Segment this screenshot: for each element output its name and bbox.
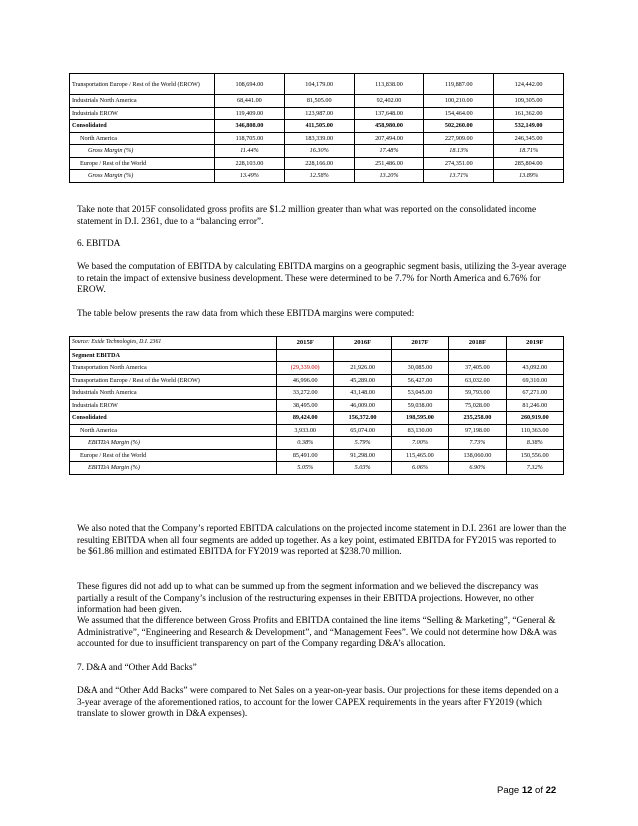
row-label: Industrials North America <box>70 95 215 108</box>
table-cell: 83,130.00 <box>391 424 448 437</box>
table-cell: 104,179.00 <box>284 74 354 95</box>
footer-page-current: 12 <box>521 785 533 796</box>
table-cell: 260,919.00 <box>506 412 563 425</box>
table-cell: 108,694.00 <box>215 74 285 95</box>
table-row <box>70 424 564 437</box>
table-row <box>70 132 564 145</box>
table-cell: 109,305.00 <box>494 95 564 108</box>
table-cell: 8.38% <box>506 437 563 450</box>
table-cell: 89,424.00 <box>277 412 334 425</box>
table-cell: 0.38% <box>277 437 334 450</box>
table-row <box>70 120 564 133</box>
table-cell: 18.13% <box>424 145 494 158</box>
row-label: Industrials EROW <box>70 107 215 120</box>
column-header: 2019F <box>506 337 563 350</box>
gross-profit-table-body <box>70 74 564 183</box>
row-label: Transportation Europe / Rest of the World (EROW) <box>70 74 215 95</box>
table-cell: 113,838.00 <box>354 74 424 95</box>
table-row <box>70 107 564 120</box>
row-label: Industrials North America <box>70 387 277 400</box>
table-cell: 53,045.00 <box>391 387 448 400</box>
table-row <box>70 170 564 183</box>
table-cell: 246,345.00 <box>494 132 564 145</box>
table-cell: 156,372.00 <box>334 412 391 425</box>
table-row <box>70 95 564 108</box>
table-cell: 6.06% <box>391 462 448 475</box>
table-cell: 285,804.00 <box>494 157 564 170</box>
table-cell: 43,148.00 <box>334 387 391 400</box>
paragraph-table-intro: The table below presents the raw data from which these EBITDA margins were computed: <box>77 309 415 319</box>
table-cell: 16.30% <box>284 145 354 158</box>
table-cell: 69,310.00 <box>506 374 563 387</box>
column-header: 2016F <box>334 337 391 350</box>
table-cell: 5.79% <box>334 437 391 450</box>
table-row <box>70 437 564 450</box>
table-row <box>70 157 564 170</box>
row-label: EBITDA Margin (%) <box>70 437 277 450</box>
table-row <box>70 362 564 375</box>
table-header-row <box>70 337 564 350</box>
table-cell: 115,465.00 <box>391 449 448 462</box>
table-cell: 458,980.00 <box>354 120 424 133</box>
table-cell: 92,402.00 <box>354 95 424 108</box>
table-cell: 37,405.00 <box>449 362 506 375</box>
table-cell: 97,198.00 <box>449 424 506 437</box>
table-cell: 123,987.00 <box>284 107 354 120</box>
table-cell: 502,260.00 <box>424 120 494 133</box>
table-cell: 13.20% <box>354 170 424 183</box>
segment-ebitda-table <box>69 336 564 475</box>
table-cell: 81,505.00 <box>284 95 354 108</box>
table-cell: 6.90% <box>449 462 506 475</box>
table-cell: 119,887.00 <box>424 74 494 95</box>
table-cell: 228,166.00 <box>284 157 354 170</box>
segment-ebitda-table-body <box>70 337 564 475</box>
section-heading-ebitda: 6. EBITDA <box>77 239 121 249</box>
table-cell: 235,258.00 <box>449 412 506 425</box>
table-cell: 5.05% <box>277 462 334 475</box>
table-cell-empty <box>334 349 391 362</box>
row-label: Europe / Rest of the World <box>70 157 215 170</box>
paragraph-line-items: We assumed that the difference between Gross Profits and EBITDA contained the line items “Selling & Marketing”, “General & Administrative”, “Engineering and Research & Development”, and “Management Fees”. We could not determine how D&A was accounted for due to insufficient transparency on part of the Company regarding D&A’s allocation. <box>77 616 557 650</box>
table-cell: 7.32% <box>506 462 563 475</box>
table-cell: 13.49% <box>215 170 285 183</box>
column-header: 2017F <box>391 337 448 350</box>
table-cell: 154,464.00 <box>424 107 494 120</box>
table-row <box>70 412 564 425</box>
table-cell-empty <box>449 349 506 362</box>
table-cell: 532,149.00 <box>494 120 564 133</box>
table-cell-empty <box>391 349 448 362</box>
table-cell: 43,092.00 <box>506 362 563 375</box>
table-cell: 138,060.00 <box>449 449 506 462</box>
section-label: Segment EBITDA <box>70 349 277 362</box>
row-label: Consolidated <box>70 412 277 425</box>
table-cell-empty <box>277 349 334 362</box>
table-cell: 12.58% <box>284 170 354 183</box>
table-row <box>70 374 564 387</box>
table-cell: 5.03% <box>334 462 391 475</box>
table-cell: 119,409.00 <box>215 107 285 120</box>
table-cell: 63,032.00 <box>449 374 506 387</box>
table-cell: 183,339.00 <box>284 132 354 145</box>
row-label: Gross Margin (%) <box>70 145 215 158</box>
table-cell: 207,494.00 <box>354 132 424 145</box>
paragraph-da-projections: D&A and “Other Add Backs” were compared to Net Sales on a year-on-year basis. Our projections for these items depended on a 3-year average of the aforementioned ratios, to account for the lower CAPEX requirements in the years after FY2019 (which translate to slower growth in D&A expenses). <box>77 686 559 720</box>
table-cell: 33,272.00 <box>277 387 334 400</box>
gross-profit-table <box>69 73 564 183</box>
table-cell-empty <box>506 349 563 362</box>
table-cell: 45,289.00 <box>334 374 391 387</box>
paragraph-ebitda-margins: We based the computation of EBITDA by calculating EBITDA margins on a geographic segment basis, utilizing the 3-year average to retain the impact of extensive business development. These were determined to be 7.7% for North America and 6.76% for EROW. <box>77 262 567 296</box>
row-label: North America <box>70 424 277 437</box>
footer-page-prefix: Page <box>497 785 520 796</box>
table-cell: 21,926.00 <box>334 362 391 375</box>
table-cell: 411,505.00 <box>284 120 354 133</box>
table-cell: 13.71% <box>424 170 494 183</box>
table-cell: 38,495.00 <box>277 399 334 412</box>
row-label: EBITDA Margin (%) <box>70 462 277 475</box>
table-cell: 137,648.00 <box>354 107 424 120</box>
table-cell: 7.00% <box>391 437 448 450</box>
table-cell: 30,085.00 <box>391 362 448 375</box>
table-cell: 59,038.00 <box>391 399 448 412</box>
table-cell: 100,210.00 <box>424 95 494 108</box>
table-cell: 59,793.00 <box>449 387 506 400</box>
row-label: Transportation Europe / Rest of the World (EROW) <box>70 374 277 387</box>
table-cell: 274,351.00 <box>424 157 494 170</box>
table-cell: 3,933.00 <box>277 424 334 437</box>
row-label: Europe / Rest of the World <box>70 449 277 462</box>
page-number-footer <box>497 785 556 796</box>
table-source: Source: Exide Technologies, D.I. 2361 <box>70 337 277 350</box>
table-row <box>70 462 564 475</box>
table-cell: 251,486.00 <box>354 157 424 170</box>
table-cell: 17.48% <box>354 145 424 158</box>
table-row <box>70 449 564 462</box>
footer-page-total: 22 <box>545 785 557 796</box>
table-row <box>70 145 564 158</box>
footer-page-of: of <box>535 785 543 796</box>
table-cell: 110,363.00 <box>506 424 563 437</box>
paragraph-balancing-error: Take note that 2015F consolidated gross profits are $1.2 million greater than what was reported on the consolidated income statement in D.I. 2361, due to a “balancing error”. <box>77 205 537 227</box>
paragraph-restructuring: These figures did not add up to what can be summed up from the segment information and we believed the discrepancy was partially a result of the Company’s inclusion of the restructuring expenses in their EBITDA projections. However, no other information had been given. <box>77 582 539 616</box>
table-cell: 65,074.00 <box>334 424 391 437</box>
row-label: Transportation North America <box>70 362 277 375</box>
table-cell: 11.44% <box>215 145 285 158</box>
table-cell: 85,491.00 <box>277 449 334 462</box>
table-cell: 150,556.00 <box>506 449 563 462</box>
table-cell: 161,362.00 <box>494 107 564 120</box>
table-cell: 228,103.00 <box>215 157 285 170</box>
table-cell: 13.89% <box>494 170 564 183</box>
table-cell: 18.71% <box>494 145 564 158</box>
table-cell: 56,427.00 <box>391 374 448 387</box>
table-cell: 227,909.00 <box>424 132 494 145</box>
table-cell: 67,271.00 <box>506 387 563 400</box>
table-cell: 198,595.00 <box>391 412 448 425</box>
table-cell: 75,028.00 <box>449 399 506 412</box>
row-label: Consolidated <box>70 120 215 133</box>
table-cell: 346,808.00 <box>215 120 285 133</box>
table-cell: 68,441.00 <box>215 95 285 108</box>
table-row <box>70 387 564 400</box>
table-cell: 46,996.00 <box>277 374 334 387</box>
table-cell: 124,442.00 <box>494 74 564 95</box>
section-heading-da: 7. D&A and “Other Add Backs” <box>77 663 197 673</box>
table-section-row <box>70 349 564 362</box>
paragraph-ebitda-discrepancy: We also noted that the Company’s reported EBITDA calculations on the projected income statement in D.I. 2361 are lower than the resulting EBITDA when all four segments are added up together. As a key point, estimated EBITDA for FY2015 was reported to be $61.86 million and estimated EBITDA for FY2019 was reported at $238.70 million. <box>77 524 567 558</box>
row-label: North America <box>70 132 215 145</box>
table-row <box>70 74 564 95</box>
table-cell: 81,246.00 <box>506 399 563 412</box>
table-row <box>70 399 564 412</box>
table-cell: 46,009.00 <box>334 399 391 412</box>
row-label: Industrials EROW <box>70 399 277 412</box>
table-cell: 7.73% <box>449 437 506 450</box>
table-cell: (29,339.00) <box>277 362 334 375</box>
column-header: 2015F <box>277 337 334 350</box>
column-header: 2018F <box>449 337 506 350</box>
row-label: Gross Margin (%) <box>70 170 215 183</box>
table-cell: 91,298.00 <box>334 449 391 462</box>
table-cell: 118,705.00 <box>215 132 285 145</box>
